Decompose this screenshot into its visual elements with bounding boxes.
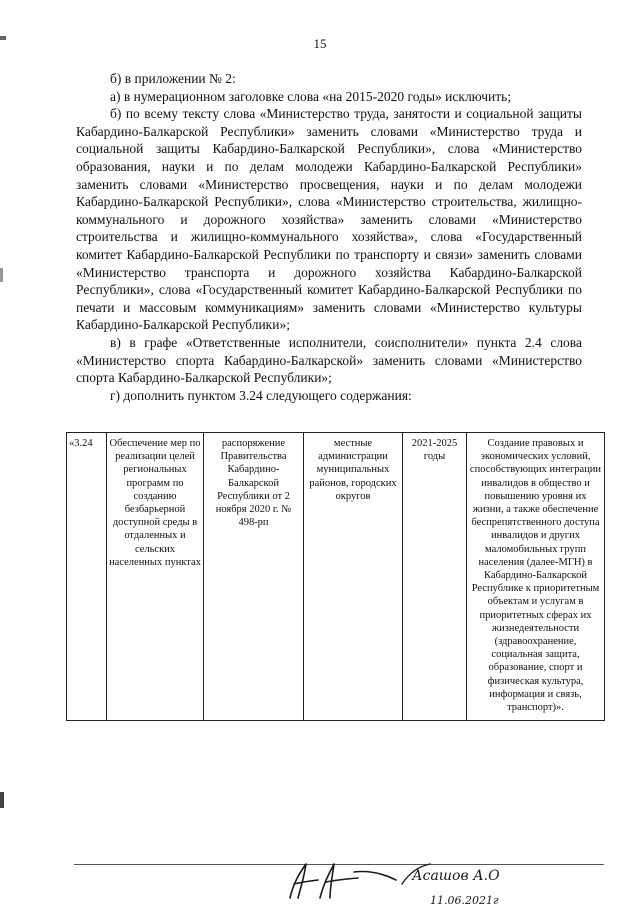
- paragraph: г) дополнить пунктом 3.24 следующего содержания:: [110, 387, 412, 403]
- cell-document: распоряжение Правительства Кабардино-Балкарской Республики от 2 ноября 2020 г. № 498-рп: [204, 433, 304, 721]
- handwritten-date: 11.06.2021г: [430, 894, 499, 905]
- cell-period: 2021-2025 годы: [403, 433, 467, 721]
- handwritten-signature: [280, 850, 540, 905]
- cell-number: «3.24: [67, 433, 107, 721]
- measures-table: [66, 432, 605, 721]
- paragraph: б) в приложении № 2:: [110, 71, 236, 86]
- paragraph: а) в нумерационном заголовке слова «на 2015-2020 годы» исключить;: [110, 88, 512, 104]
- cell-result: Создание правовых и экономических условий, способствующих интеграции инвалидов в общество и повышению уровня их жизни, а также обеспечение беспрепятственного доступа инвалидов и других маломобильных групп населения (далее-МГН) в Кабардино-Балкарской Республике к приоритетным объектам и услугам в приоритетных сферах их жизнедеятельности (здравоохранение, социальная защита, образование, спорт и физическая культура, информация и связь, транспорт)».: [467, 433, 605, 721]
- paragraph: б) по всему тексту слова «Министерство труда, занятости и социальной защиты Кабардино-Балкарской Республики» заменить словами «Министерство труда и социальной защиты Кабардино-Балкарской Республики», слова «Министерство образования, науки и по делам молодежи Кабардино-Балкарской Республики» заменить словами «Министерство просвещения, науки и по делам молодежи Кабардино-Балкарской Республики», слова «Министерство строительства, жилищно-коммунального и дорожного хозяйства» заменить словами «Министерство строительства и жилищно-коммунального хозяйства», слова «Государственный комитет Кабардино-Балкарской Республики по транспорту и связи» заменить словами «Министерство транспорта и дорожного хозяйства Кабардино-Балкарской Республики», слова «Государственный комитет Кабардино-Балкарской Республики по печати и массовым коммуникациям» заменить словами «Министерство культуры Кабардино-Балкарской Республики»;: [76, 106, 582, 333]
- cell-executors: местные администрации муниципальных районов, городских округов: [304, 433, 403, 721]
- page-number: 15: [313, 36, 327, 51]
- handwritten-name: Асашов А.О: [412, 868, 500, 884]
- scan-mark: [0, 268, 3, 282]
- scan-mark: [0, 792, 4, 808]
- paragraph: в) в графе «Ответственные исполнители, соисполнители» пункта 2.4 слова «Министерство спорта Кабардино-Балкарской» заменить словами «Министерство спорта Кабардино-Балкарской Республики»;: [76, 334, 582, 386]
- cell-measure: Обеспечение мер по реализации целей региональных программ по созданию безбарьерной доступной среды в отдаленных и сельских населенных пунктах: [107, 433, 204, 721]
- scan-mark: [0, 36, 6, 40]
- document-body: [76, 70, 582, 404]
- table-row: [67, 433, 605, 721]
